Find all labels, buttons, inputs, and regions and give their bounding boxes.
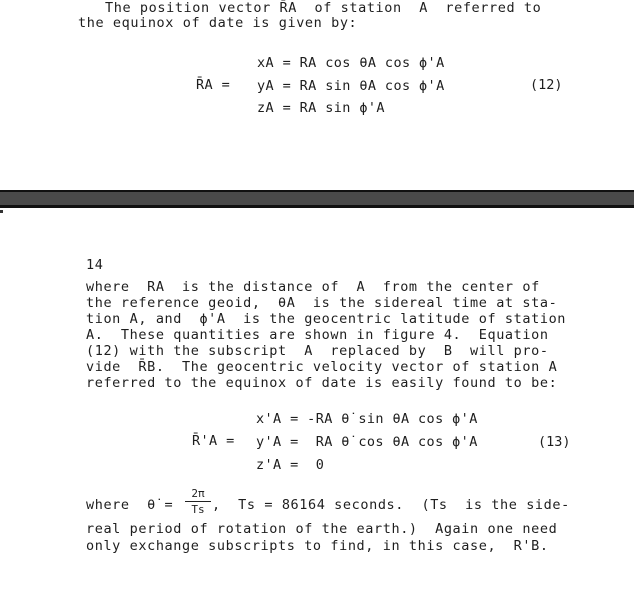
vector-label-12: R̄A = (196, 77, 231, 93)
page-separator (0, 190, 634, 208)
fraction-bar (185, 501, 211, 502)
upper-page (0, 0, 634, 190)
intro-line-2: the equinox of date is given by: (78, 15, 358, 31)
fraction-two-pi-over-ts (185, 487, 211, 516)
equation-z-13: z'A = 0 (256, 457, 325, 473)
paragraph-line: tion A, and ϕ'A is the geocentric latitude of station (86, 311, 567, 327)
page-number: 14 (86, 257, 104, 273)
paragraph-line: (12) with the subscript A replaced by B will pro- (86, 343, 549, 359)
equation-y-13: y'A = RA θ̇ cos θA cos ϕ'A (256, 434, 478, 450)
paragraph-line: referred to the equinox of date is easily found to be: (86, 375, 558, 391)
paragraph-line: A. These quantities are shown in figure 4. Equation (86, 327, 549, 343)
where-suffix: , Ts = 86164 seconds. (Ts is the side- (212, 497, 570, 513)
fraction-denominator: Ts (191, 503, 205, 516)
paragraph-line: where RA is the distance of A from the center of (86, 279, 540, 295)
equation-x-13: x'A = -RA θ̇ sin θA cos ϕ'A (256, 411, 478, 427)
intro-line-1: The position vector R̄A of station A referred to (105, 0, 542, 16)
closing-line-3: only exchange subscripts to find, in this case, R'B. (86, 538, 549, 554)
equation-z-12: zA = RA sin ϕ'A (257, 100, 385, 116)
paragraph-line: vide R̄B. The geocentric velocity vector of station A (86, 359, 558, 375)
equation-number-13: (13) (538, 434, 571, 450)
paragraph-line: the reference geoid, θA is the sidereal time at sta- (86, 295, 558, 311)
fraction-numerator: 2π (191, 487, 205, 500)
equation-y-12: yA = RA sin θA cos ϕ'A (257, 78, 445, 94)
equation-number-12: (12) (530, 77, 563, 93)
scan-mark (0, 210, 3, 213)
where-prefix: where θ̇ = (86, 497, 174, 513)
closing-line-2: real period of rotation of the earth.) Again one need (86, 521, 558, 537)
vector-label-13: R̄'A = (192, 433, 235, 449)
lower-page (0, 208, 634, 600)
equation-x-12: xA = RA cos θA cos ϕ'A (257, 55, 445, 71)
